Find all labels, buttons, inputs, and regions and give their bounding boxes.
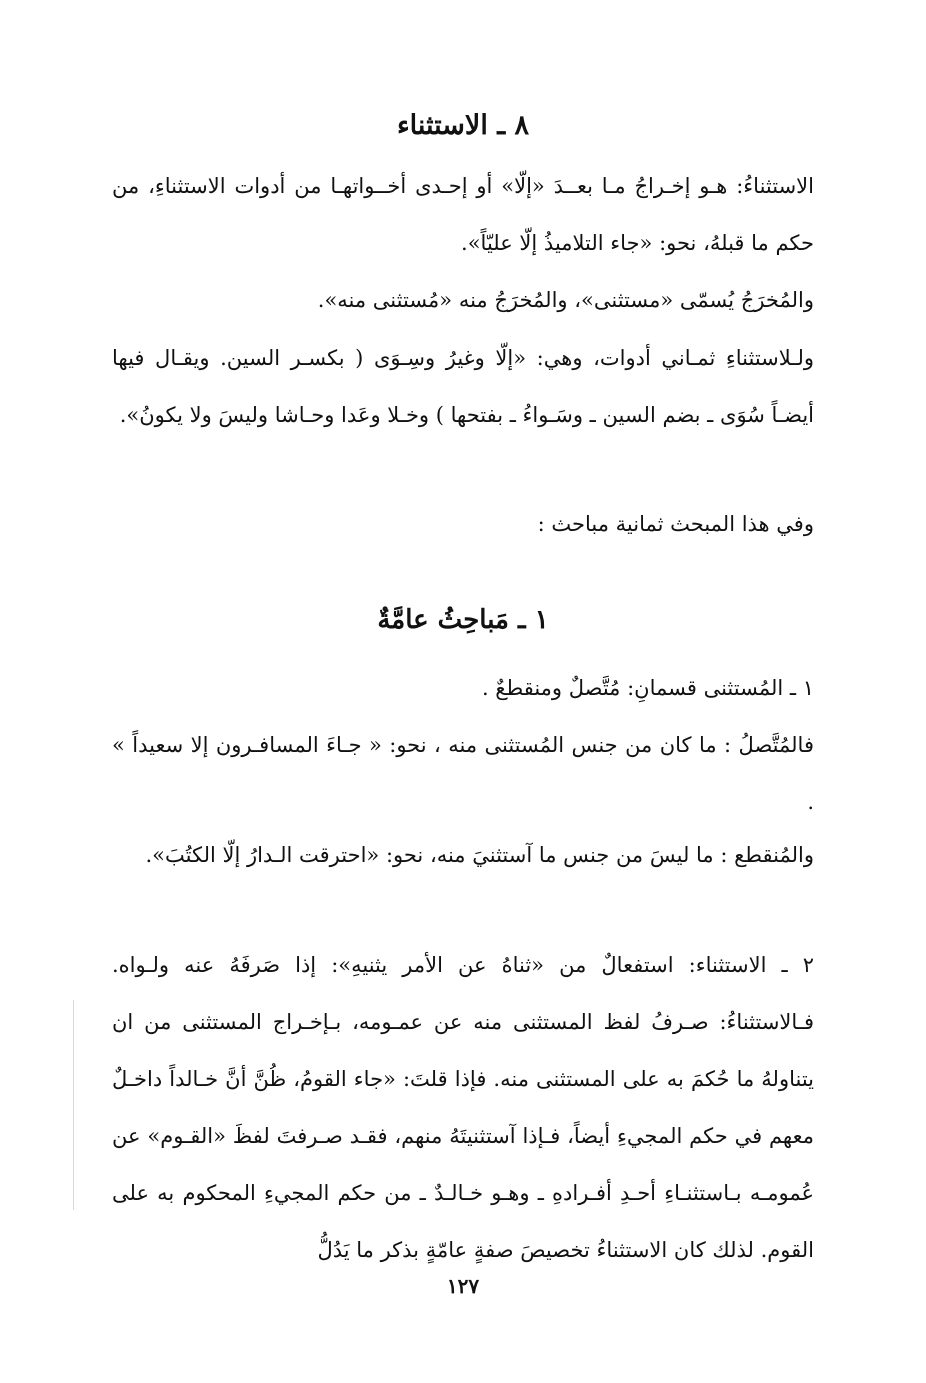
naming-paragraph: والمُخرَجُ يُسمّى «مستثنى»، والمُخرَجُ منه «مُستثنى منه». — [317, 288, 814, 312]
section-paragraph-1: ١ ـ المُستثنى قسمانِ: مُتَّصلٌ ومنقطعٌ . — [481, 676, 814, 700]
section-title: ١ ـ مَباحِثُ عامَّةٌ — [377, 605, 549, 635]
section-paragraph-4: ٢ ـ الاستثناء: استفعالٌ من «ثناهُ عن الأمر يثنيهِ»: إذا صَرفَهُ عنه ولـواه. فـالاستثناءُ: صـرفُ لفظ المستثنى منه عن عمـومه، بـإخـراج المستثنى من ان يتناولهُ ما حُكمَ به على المستثنى منه. فإذا قلتَ: «جاء القومُ، ظُنَّ أنَّ خـالداً داخـلٌ معهم في حكم المجيءِ أيضاً، فـإذا آستثنيتَهُ منهم، فقـد صـرفتَ لفظَ «القـوم» عن عُمومـه بـاستثنـاءِ أحـدِ أفـرادهِ ـ وهـو خـالـدٌ ـ من حكم المجيءِ المحكوم به على القوم. لذلك كان الاستثناءُ تخصيصَ صفةٍ عامّةٍ بذكر ما يَدُلُّ — [112, 953, 814, 1262]
tools-paragraph: ولـلاستثناءِ ثمـاني أدوات، وهي: «إلّا وغيرُ وسِـوَى ( بكسـر السين. ويقـال فيها أيضـاً سُوَى ـ بضم السين ـ وسَـواءُ ـ بفتحها ) وخـلا وعَدا وحـاشا وليسَ ولا يكونُ». — [112, 346, 814, 427]
page-number: ١٢٧ — [446, 1274, 480, 1298]
scan-margin-line — [73, 1000, 74, 1210]
section-paragraph-3: والمُنقطع : ما ليسَ من جنس ما آستثنيَ منه، نحو: «احترقت الـدارُ إلّا الكتُبَ». — [145, 843, 814, 867]
chapter-title: ٨ ـ الاستثناء — [396, 110, 530, 141]
definition-paragraph: الاستثناءُ: هـو إخـراجُ مـا بعــدَ «إلّا» أو إحـدى أخــواتهـا من أدوات الاستثناءِ، من حكم ما قبلهُ، نحو: «جاء التلاميذُ إلّا عليّاً». — [112, 174, 814, 255]
section-paragraph-2: فالمُتَّصلُ : ما كان من جنس المُستثنى منه ، نحو: « جـاءَ المسافـرون إلا سعيداً » . — [112, 733, 814, 814]
topics-paragraph: وفي هذا المبحث ثمانية مباحث : — [537, 512, 814, 536]
